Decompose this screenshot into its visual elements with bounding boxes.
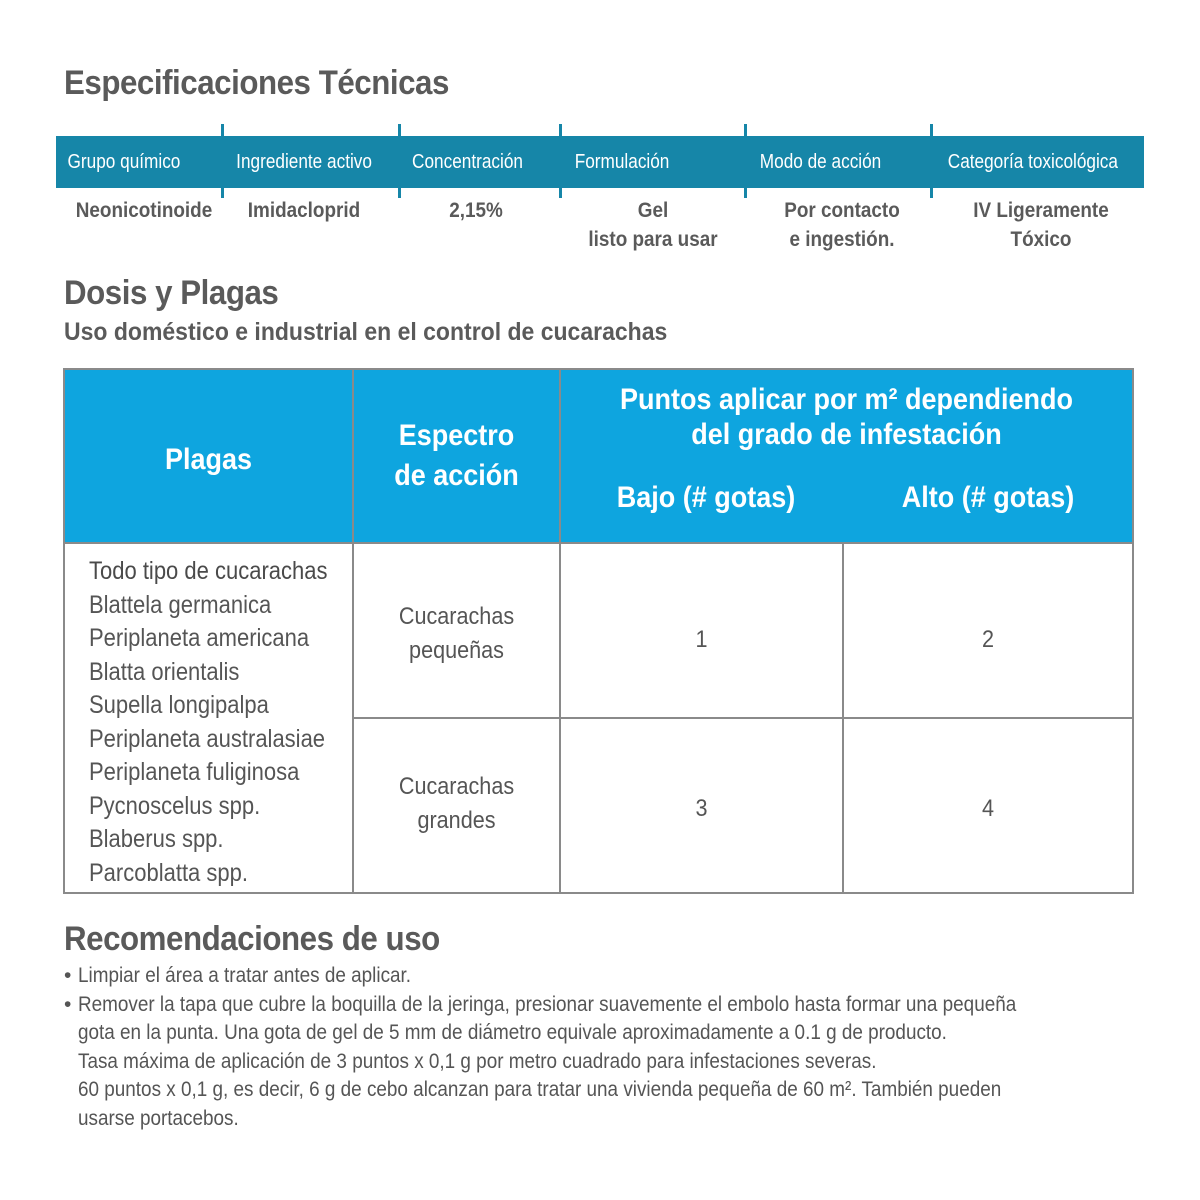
header-plagas: Plagas [164, 443, 253, 476]
header-line: Puntos aplicar por m² dependiendo [619, 383, 1074, 416]
spec-header-label: Categoría toxicológica [947, 151, 1118, 173]
grid-line [65, 542, 1132, 544]
dose-table [63, 368, 1134, 894]
spec-value-line: e ingestión. [789, 228, 895, 251]
recommendation-line: gota en la punta. Una gota de gel de 5 mm de diámetro equivale aproximadamente a 0.1 g de producto. [78, 1021, 947, 1044]
recommendation-line: 60 puntos x 0,1 g, es decir, 6 g de cebo alcanzan para tratar una vivienda pequeña de 60 m². También pueden [78, 1078, 1002, 1101]
bullet-icon: • [64, 992, 72, 1016]
pest-item: Periplaneta australasiae [89, 724, 326, 753]
spec-header-label: Concentración [412, 151, 523, 173]
spec-value [757, 196, 928, 254]
spec-separator [744, 124, 747, 198]
header-line: de acción [394, 459, 519, 492]
header-espectro [364, 416, 549, 496]
espectro-cell [364, 770, 549, 838]
pest-item: Parcoblatta spp. [89, 858, 248, 887]
grid-line [559, 370, 561, 892]
pest-item: Periplaneta americana [89, 624, 310, 652]
recommendation-line: Tasa máxima de aplicación de 3 puntos x 0,1 g por metro cuadrado para infestaciones severas. [78, 1049, 877, 1073]
recommendation-line: Limpiar el área a tratar antes de aplicar. [78, 964, 412, 987]
header-line: Espectro [398, 419, 515, 452]
dosis-subtitle: Uso doméstico e industrial en el control de cucarachas [64, 318, 668, 346]
bajo-cell: 1 [695, 626, 708, 653]
pest-item: Todo tipo de cucarachas [89, 557, 328, 585]
spec-separator [559, 124, 562, 198]
cell-line: Cucarachas [398, 603, 515, 630]
spec-value-line: 2,15% [449, 199, 503, 222]
header-line: del grado de infestación [691, 418, 1002, 451]
pest-item: Blatta orientalis [89, 657, 240, 686]
spec-header-label: Grupo químico [67, 151, 181, 173]
spec-value-line: Neonicotinoide [75, 199, 213, 222]
pest-item: Blattela germanica [89, 590, 272, 619]
spec-separator [221, 124, 224, 198]
recommendation-item [64, 962, 1164, 991]
recomendaciones-title: Recomendaciones de uso [64, 920, 440, 958]
grid-line [352, 370, 354, 892]
pest-item: Blaberus spp. [89, 825, 224, 853]
spec-value [944, 196, 1138, 254]
spec-header-label: Ingrediente activo [236, 151, 372, 173]
pest-item: Pycnoscelus spp. [89, 791, 261, 820]
alto-cell: 4 [981, 795, 995, 822]
spec-value [65, 196, 223, 225]
bajo-cell: 3 [695, 795, 708, 822]
header-alto: Alto (# gotas) [901, 481, 1075, 514]
spec-value-line: Por contacto [784, 199, 900, 222]
espectro-cell [364, 600, 549, 668]
recommendation-line: usarse portacebos. [78, 1106, 239, 1130]
spec-value-line: Tóxico [1010, 228, 1072, 251]
recommendation-item [64, 991, 1164, 1134]
spec-value-line: Gel [637, 199, 669, 222]
header-puntos [590, 382, 1104, 452]
spec-header-label: Formulación [574, 151, 670, 173]
alto-cell: 2 [981, 626, 995, 653]
pest-item: Periplaneta fuliginosa [89, 758, 300, 786]
cell-line: Cucarachas [398, 773, 515, 800]
spec-separator [930, 124, 933, 198]
specs-title: Especificaciones Técnicas [64, 64, 449, 102]
header-bajo: Bajo (# gotas) [616, 481, 796, 514]
grid-line [352, 717, 1132, 719]
pest-item: Supella longipalpa [89, 691, 269, 719]
dosis-title: Dosis y Plagas [64, 274, 279, 312]
spec-value [409, 196, 544, 225]
spec-value [232, 196, 376, 225]
spec-header-label: Modo de acción [759, 151, 882, 173]
cell-line: pequeñas [409, 637, 504, 664]
pest-list [89, 555, 327, 890]
bullet-icon: • [64, 964, 72, 987]
spec-separator [398, 124, 401, 198]
spec-value-line: Imidacloprid [247, 199, 361, 222]
spec-value-line: IV Ligeramente [973, 199, 1109, 222]
cell-line: grandes [417, 807, 496, 834]
spec-value [571, 196, 735, 254]
recommendation-line: Remover la tapa que cubre la boquilla de la jeringa, presionar suavemente el embolo hasta formar una pequeña [78, 992, 1017, 1016]
recommendation-list [64, 962, 1164, 1133]
spec-value-line: listo para usar [588, 228, 718, 251]
